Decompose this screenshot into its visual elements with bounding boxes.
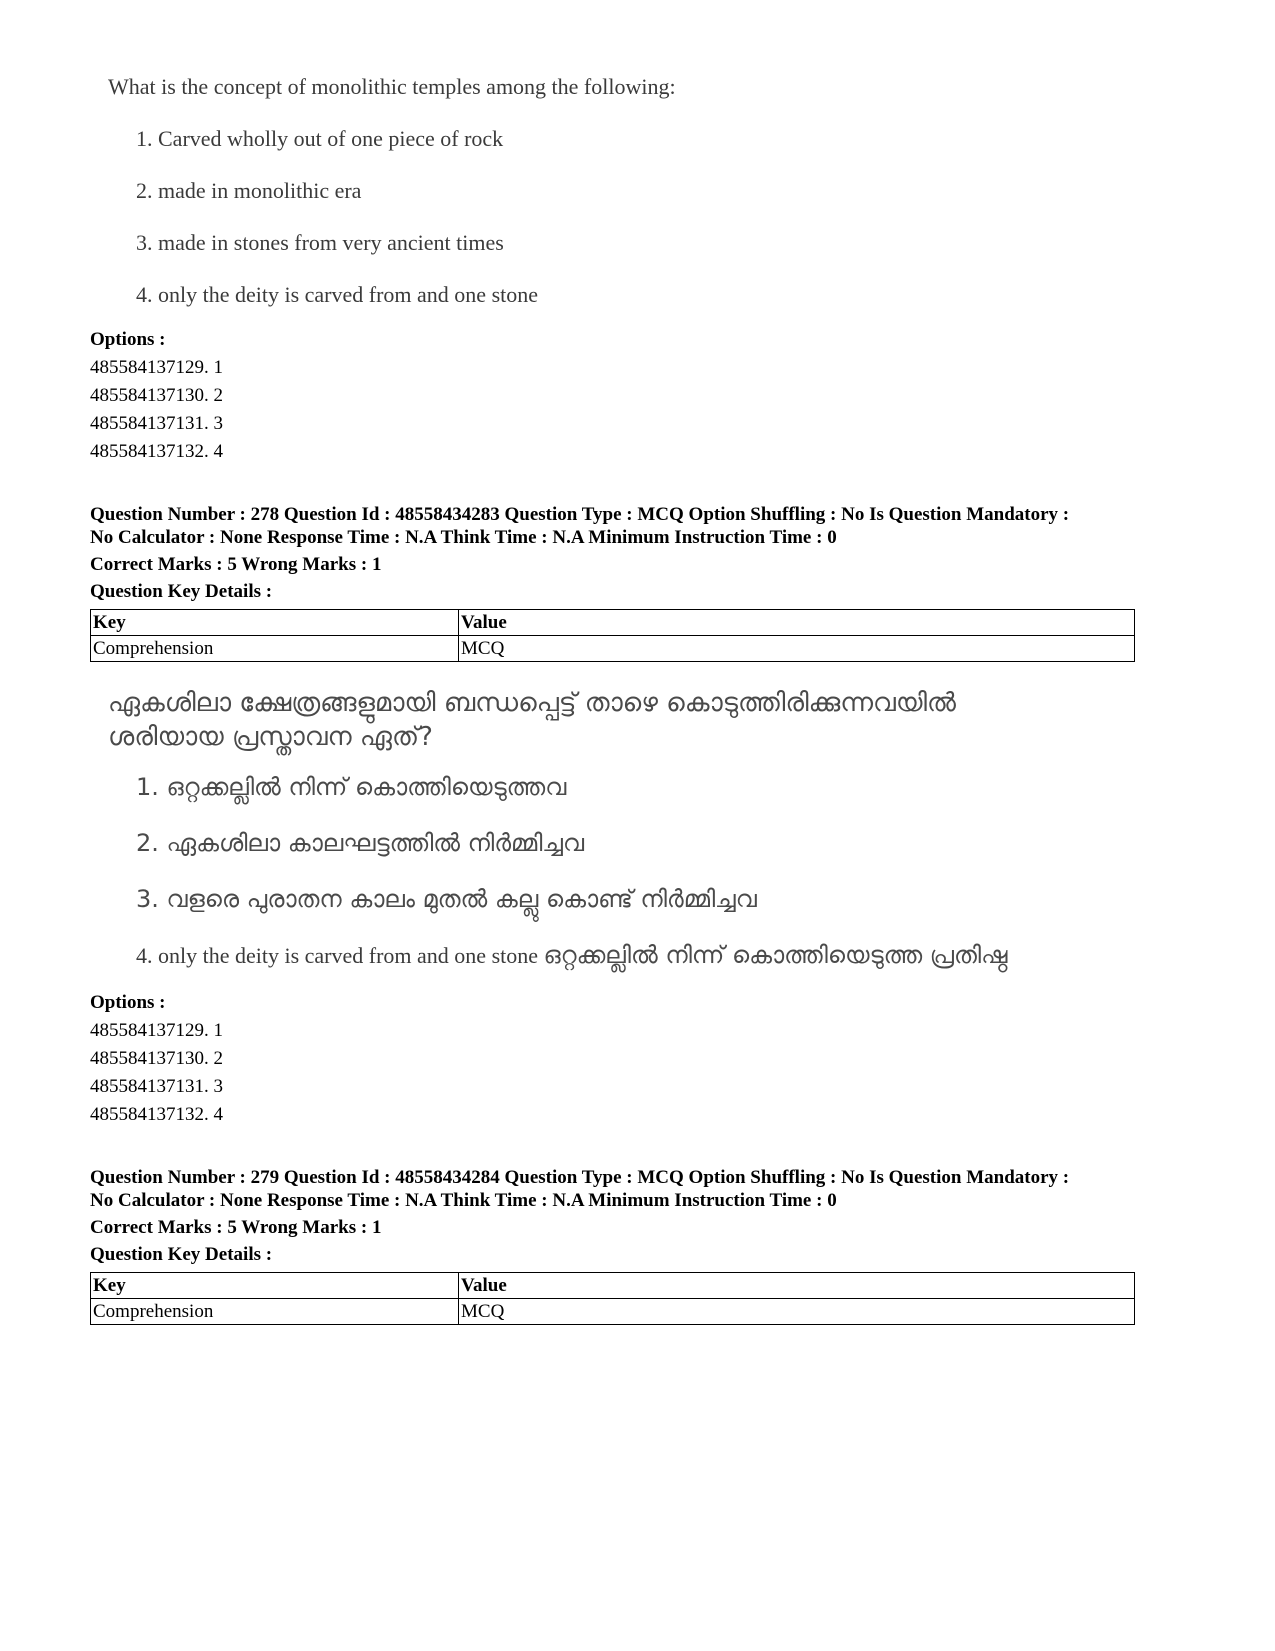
question-meta-279 <box>90 1166 1190 1266</box>
table-cell: MCQ <box>459 636 1135 662</box>
options-label: Options : <box>90 329 166 350</box>
options-label: Options : <box>90 992 166 1013</box>
table-header-row <box>91 610 1135 636</box>
question-meta-278 <box>90 503 1190 603</box>
choice-item: 1. ഒറ്റക്കല്ലിൽ നിന്ന് കൊത്തിയെടുത്തവ <box>136 773 567 801</box>
meta-line: Question Number : 278 Question Id : 48558434283 Question Type : MCQ Option Shuffling : No Is Question Mandatory : <box>90 504 1070 525</box>
options-section <box>90 326 223 466</box>
question-image-english <box>108 72 1108 322</box>
question-stem: What is the concept of monolithic temples among the following: <box>108 74 676 99</box>
table-cell: Comprehension <box>91 1299 459 1325</box>
key-details-table <box>90 1272 1135 1325</box>
question-stem-line: ശരിയായ പ്രസ്താവന ഏത്? <box>108 722 433 752</box>
options-section <box>90 989 223 1129</box>
table-header: Value <box>459 1273 1135 1299</box>
meta-line: Question Number : 279 Question Id : 48558434284 Question Type : MCQ Option Shuffling : No Is Question Mandatory : <box>90 1167 1070 1188</box>
option-item: 485584137130. 2 <box>90 385 223 406</box>
table-row <box>91 636 1135 662</box>
option-item: 485584137129. 1 <box>90 357 223 378</box>
option-item: 485584137129. 1 <box>90 1020 223 1041</box>
question-stem-line: ഏകശിലാ ക്ഷേത്രങ്ങളുമായി ബന്ധപ്പെട്ട് താഴെ കൊടുത്തിരിക്കുന്നവയിൽ <box>108 688 956 718</box>
table-header: Key <box>91 1273 459 1299</box>
meta-line: No Calculator : None Response Time : N.A Think Time : N.A Minimum Instruction Time : 0 <box>90 1190 837 1211</box>
option-item: 485584137131. 3 <box>90 1076 223 1097</box>
choice-item: 4. only the deity is carved from and one stone ഒറ്റക്കല്ലിൽ നിന്ന് കൊത്തിയെടുത്ത പ്രതിഷ്ഠ <box>136 941 1008 969</box>
choice-item: 3. made in stones from very ancient times <box>136 230 504 255</box>
table-header-row <box>91 1273 1135 1299</box>
key-details-table <box>90 609 1135 662</box>
table-header: Key <box>91 610 459 636</box>
choice-item: 3. വളരെ പുരാതന കാലം മുതൽ കല്ലു കൊണ്ട് നിർമ്മിച്ചവ <box>136 885 757 913</box>
key-details-label: Question Key Details : <box>90 1244 273 1265</box>
option-item: 485584137132. 4 <box>90 441 223 462</box>
table-cell: MCQ <box>459 1299 1135 1325</box>
choice-item: 4. only the deity is carved from and one stone <box>136 282 539 307</box>
option-item: 485584137131. 3 <box>90 413 223 434</box>
question-image-malayalam <box>108 686 1198 976</box>
meta-line: No Calculator : None Response Time : N.A Think Time : N.A Minimum Instruction Time : 0 <box>90 527 837 548</box>
key-details-label: Question Key Details : <box>90 581 273 602</box>
choice-item: 2. ഏകശിലാ കാലഘട്ടത്തിൽ നിർമ്മിച്ചവ <box>136 829 585 857</box>
choice-item: 2. made in monolithic era <box>136 178 362 203</box>
table-cell: Comprehension <box>91 636 459 662</box>
choice-item: 1. Carved wholly out of one piece of rock <box>136 126 504 151</box>
marks-line: Correct Marks : 5 Wrong Marks : 1 <box>90 554 382 575</box>
table-header: Value <box>459 610 1135 636</box>
marks-line: Correct Marks : 5 Wrong Marks : 1 <box>90 1217 382 1238</box>
option-item: 485584137132. 4 <box>90 1104 223 1125</box>
option-item: 485584137130. 2 <box>90 1048 223 1069</box>
table-row <box>91 1299 1135 1325</box>
